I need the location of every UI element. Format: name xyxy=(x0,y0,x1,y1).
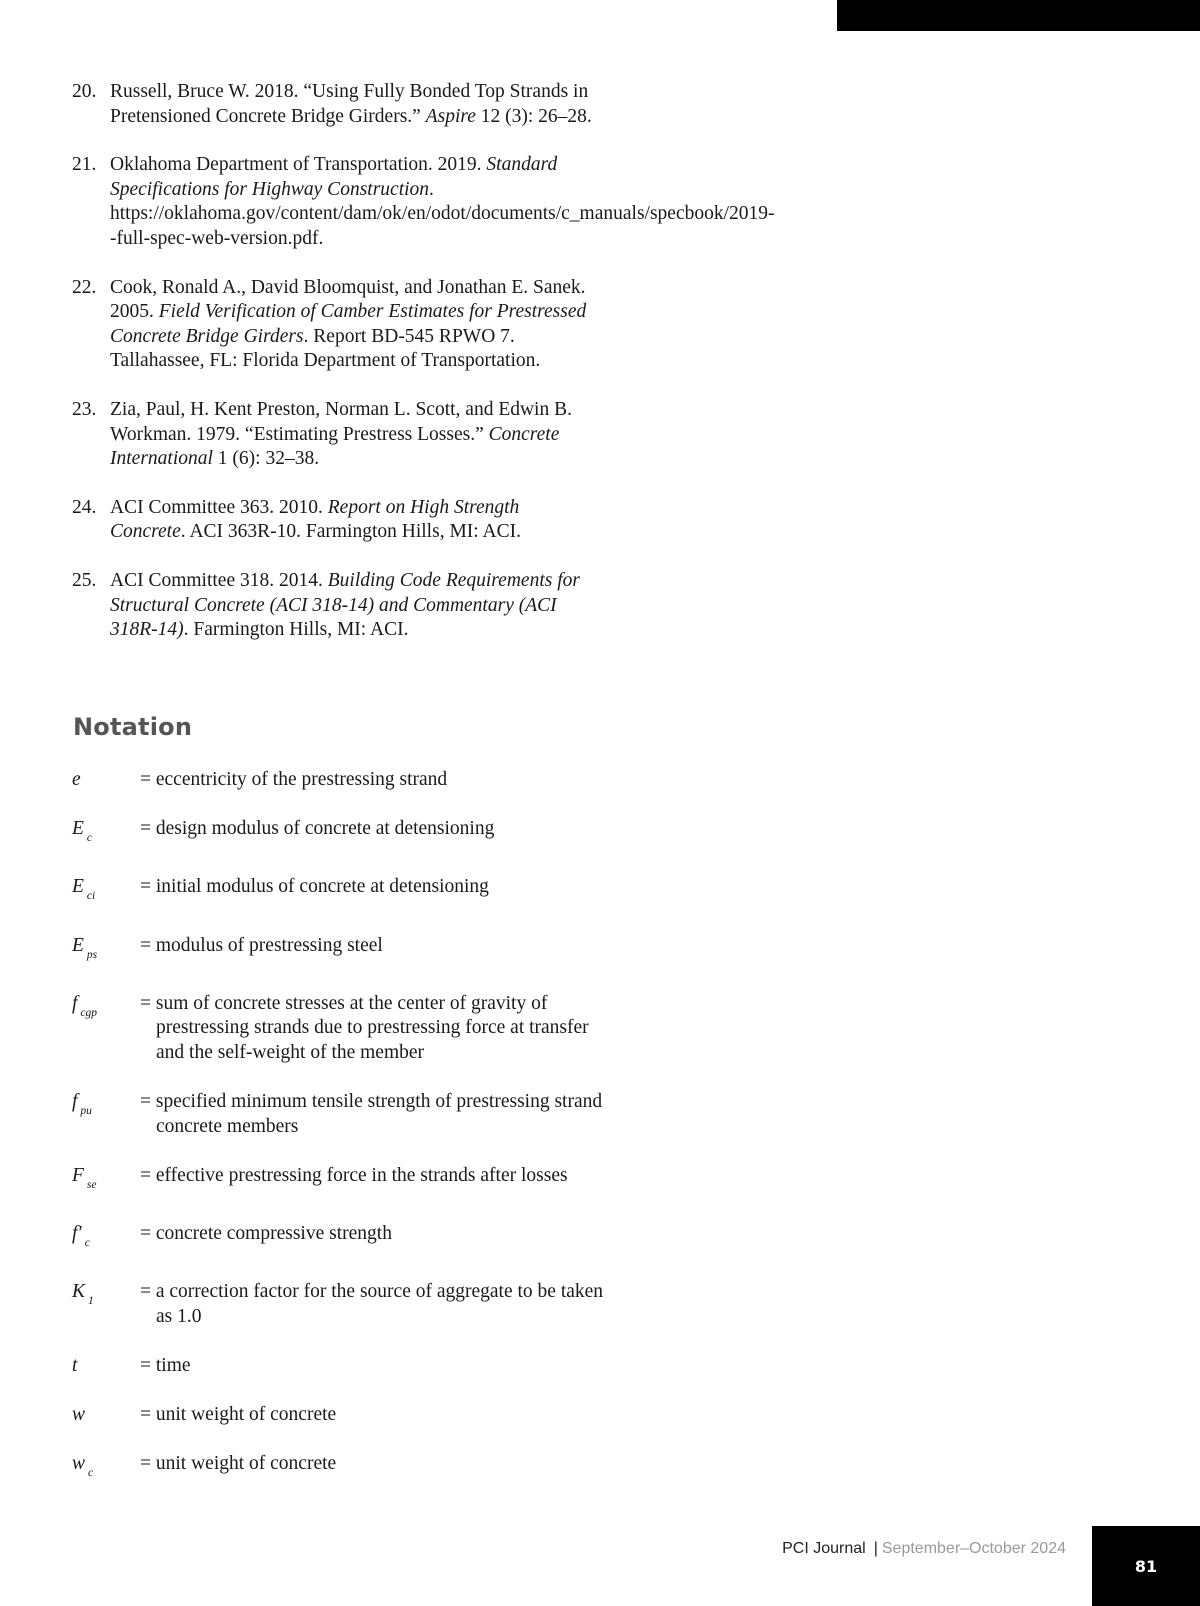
notation-definition: = design modulus of concrete at detensioning xyxy=(140,818,495,840)
notation-item xyxy=(72,1222,612,1256)
notation-item xyxy=(72,1090,612,1139)
notation-symbol-subscript: 1 xyxy=(88,1295,94,1308)
reference-text-segment: ACI Committee 318. 2014. xyxy=(110,569,328,591)
reference-text-segment: Russell, Bruce W. 2018. “Using Fully Bonded Top Strands in Pretensioned Concrete Bridge Girders.” xyxy=(110,81,589,127)
reference-text-segment: . Report BD-545 RPWO 7. Tallahassee, FL: Florida Department of Transportation. xyxy=(110,325,541,372)
notation-item xyxy=(72,1354,612,1379)
reference-item xyxy=(72,276,592,374)
reference-text-segment: Oklahoma Department of Transportation. 2019. xyxy=(110,154,487,176)
reference-title-italic: Aspire xyxy=(425,105,476,127)
notation-item xyxy=(72,992,612,1066)
reference-title-italic: Field Verification of Camber Estimates for Prestressed Concrete Bridge Girders xyxy=(110,301,587,347)
notation-symbol-base: E xyxy=(72,818,84,840)
notation-symbol xyxy=(72,1452,140,1486)
notation-definition: = a correction factor for the source of aggregate to be taken as 1.0 xyxy=(140,1281,604,1327)
reference-number: 21. xyxy=(72,154,97,176)
notation-symbol-base: E xyxy=(72,934,84,956)
reference-text-segment: 12 (3): 26–28. xyxy=(475,105,592,127)
reference-item xyxy=(72,153,775,251)
reference-item xyxy=(72,569,592,643)
reference-list xyxy=(72,80,775,667)
reference-text xyxy=(110,80,592,129)
notation-symbol xyxy=(72,817,140,851)
notation-definition: = time xyxy=(140,1355,191,1377)
notation-definition: = eccentricity of the prestressing strand xyxy=(140,769,448,790)
reference-item xyxy=(72,398,592,472)
header-decorative-bar xyxy=(837,0,1200,31)
reference-text-segment: Zia, Paul, H. Kent Preston, Norman L. Scott, and Edwin B. Workman. 1979. “Estimating Prestress Losses.” xyxy=(110,398,572,445)
reference-text-segment: ACI Committee 363. 2010. xyxy=(110,496,328,518)
notation-symbol-base: f xyxy=(72,992,78,1014)
reference-text-segment: . ACI 363R-10. Farmington Hills, MI: ACI. xyxy=(180,521,521,543)
notation-symbol-subscript: se xyxy=(86,1178,97,1191)
reference-title-italic: Building Code Requirements for Structural Concrete (ACI 318-14) and Commentary (ACI 318R-14) xyxy=(110,569,580,641)
footer-journal-name: PCI Journal xyxy=(782,1540,866,1557)
notation-symbol-base: f′ xyxy=(72,1223,82,1245)
reference-item xyxy=(72,80,592,129)
reference-title-italic: Concrete International xyxy=(110,423,560,470)
reference-text-segment: . Farmington Hills, MI: ACI. xyxy=(183,619,409,641)
notation-definition: = effective prestressing force in the strands after losses xyxy=(140,1164,568,1186)
notation-symbol-base: E xyxy=(72,876,84,898)
notation-symbol-subscript: c xyxy=(86,832,93,845)
reference-text xyxy=(110,496,592,545)
notation-symbol-base: e xyxy=(72,769,81,790)
notation-symbol-subscript: c xyxy=(88,1467,94,1480)
reference-text-segment: . https://oklahoma.gov/content/dam/ok/en/odot/documents/c_manuals/specbook/2019--full-spec-web-version.pdf. xyxy=(110,178,775,249)
footer-issue-date: September–October 2024 xyxy=(881,1540,1066,1557)
notation-definition: = initial modulus of concrete at detensioning xyxy=(140,876,489,898)
notation-list xyxy=(72,768,612,1511)
notation-item xyxy=(72,1164,612,1198)
notation-symbol-subscript: pu xyxy=(80,1105,92,1118)
notation-heading: Notation xyxy=(73,713,193,741)
notation-symbol xyxy=(72,1280,140,1314)
notation-symbol xyxy=(72,1403,140,1428)
notation-symbol-subscript: ci xyxy=(86,890,96,903)
page-footer xyxy=(0,1540,1066,1558)
notation-symbol xyxy=(72,1222,140,1256)
notation-symbol-subscript: c xyxy=(84,1237,90,1250)
notation-symbol-base: w xyxy=(72,1404,86,1426)
notation-definition: = sum of concrete stresses at the center of gravity of prestressing strands due to prestressing force at transfer and the self-weight of the member xyxy=(140,992,589,1063)
reference-text xyxy=(110,153,775,251)
notation-symbol xyxy=(72,992,140,1026)
notation-definition: = concrete compressive strength xyxy=(140,1223,392,1245)
notation-item xyxy=(72,1280,612,1329)
reference-text xyxy=(110,276,592,374)
notation-symbol-subscript: ps xyxy=(86,948,98,961)
reference-number: 23. xyxy=(72,398,97,420)
reference-text xyxy=(110,398,592,472)
notation-symbol-base: K xyxy=(72,1281,86,1303)
reference-text-segment: Cook, Ronald A., David Bloomquist, and Jonathan E. Sanek. 2005. xyxy=(110,276,586,323)
notation-symbol-base: w xyxy=(72,1453,86,1475)
notation-definition: = unit weight of concrete xyxy=(140,1404,337,1426)
notation-symbol xyxy=(72,1090,140,1124)
notation-item xyxy=(72,1403,612,1428)
page-number-box xyxy=(1092,1526,1200,1606)
notation-item xyxy=(72,768,612,793)
notation-definition: = specified minimum tensile strength of prestressing strand concrete members xyxy=(140,1091,603,1137)
reference-item xyxy=(72,496,592,545)
notation-symbol-base: F xyxy=(72,1164,84,1186)
reference-title-italic: Standard Specifications for Highway Construction xyxy=(110,154,558,200)
reference-number: 20. xyxy=(72,81,97,102)
reference-title-italic: Report on High Strength Concrete xyxy=(110,496,520,543)
notation-definition: = modulus of prestressing steel xyxy=(140,934,383,956)
notation-symbol xyxy=(72,934,140,968)
notation-item xyxy=(72,1452,612,1486)
footer-separator: | xyxy=(873,1540,878,1557)
notation-symbol xyxy=(72,875,140,909)
notation-symbol xyxy=(72,768,140,793)
notation-symbol-base: f xyxy=(72,1091,78,1113)
reference-text xyxy=(110,569,592,643)
notation-item xyxy=(72,934,612,968)
reference-number: 22. xyxy=(72,276,97,298)
notation-item xyxy=(72,875,612,909)
notation-symbol-subscript: cgp xyxy=(80,1006,98,1019)
notation-symbol-base: t xyxy=(72,1355,78,1377)
reference-text-segment: 1 (6): 32–38. xyxy=(212,448,320,470)
notation-symbol xyxy=(72,1164,140,1198)
page-number: 81 xyxy=(1134,1556,1158,1576)
reference-number: 24. xyxy=(72,496,97,518)
reference-number: 25. xyxy=(72,569,97,591)
notation-definition: = unit weight of concrete xyxy=(140,1453,337,1475)
notation-item xyxy=(72,817,612,851)
notation-symbol xyxy=(72,1354,140,1379)
